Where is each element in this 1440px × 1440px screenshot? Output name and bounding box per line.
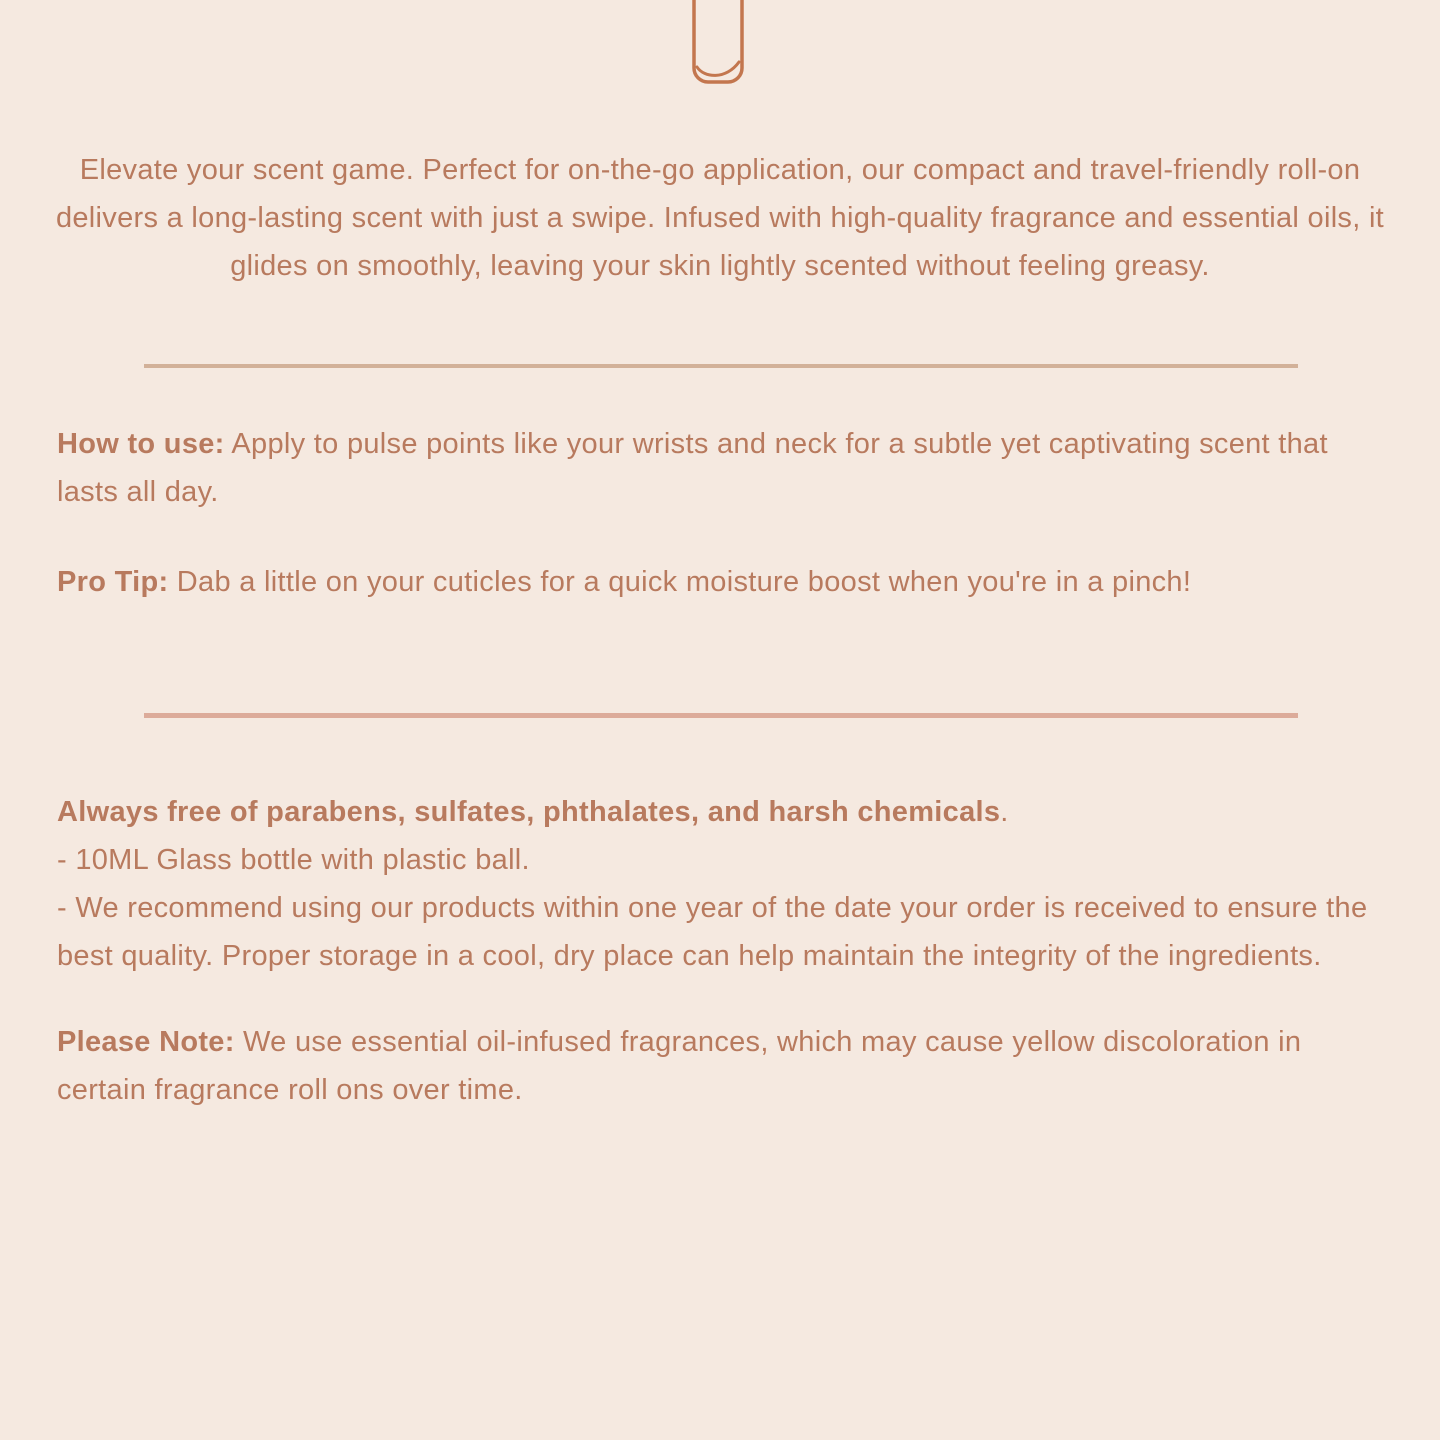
details-section	[57, 788, 1385, 1114]
how-to-use-text: Apply to pulse points like your wrists and neck for a subtle yet captivating scent that lasts all day.	[57, 428, 1328, 508]
how-to-use-paragraph	[57, 420, 1385, 516]
bullet-shelf-life: - We recommend using our products within one year of the date your order is received to ensure the best quality. Proper storage in a cool, dry place can help maintain the integrity of the ingredients.	[57, 892, 1368, 972]
how-to-use-label: How to use:	[57, 428, 225, 460]
bullet-bottle-spec: - 10ML Glass bottle with plastic ball.	[57, 844, 530, 876]
please-note-paragraph	[57, 1018, 1385, 1114]
usage-section	[57, 420, 1385, 606]
free-of-period: .	[1000, 796, 1009, 828]
pro-tip-text: Dab a little on your cuticles for a quick moisture boost when you're in a pinch!	[176, 566, 1192, 598]
roll-on-bottle-icon	[686, 0, 750, 92]
free-of-paragraph	[57, 788, 1385, 836]
divider-bottom	[144, 713, 1298, 718]
pro-tip-label: Pro Tip:	[57, 566, 169, 598]
product-description: Elevate your scent game. Perfect for on-the-go application, our compact and travel-friendly roll-on delivers a long-lasting scent with just a swipe. Infused with high-quality fragrance and essential oils, it glides on smoothly, leaving your skin lightly scented without feeling greasy.	[55, 154, 1385, 282]
free-of-text: Always free of parabens, sulfates, phthalates, and harsh chemicals	[57, 796, 1001, 828]
please-note-label: Please Note:	[57, 1026, 235, 1058]
please-note-text: We use essential oil-infused fragrances, which may cause yellow discoloration in certain fragrance roll ons over time.	[57, 1026, 1302, 1106]
pro-tip-paragraph	[57, 558, 1385, 606]
divider-top	[144, 364, 1298, 368]
